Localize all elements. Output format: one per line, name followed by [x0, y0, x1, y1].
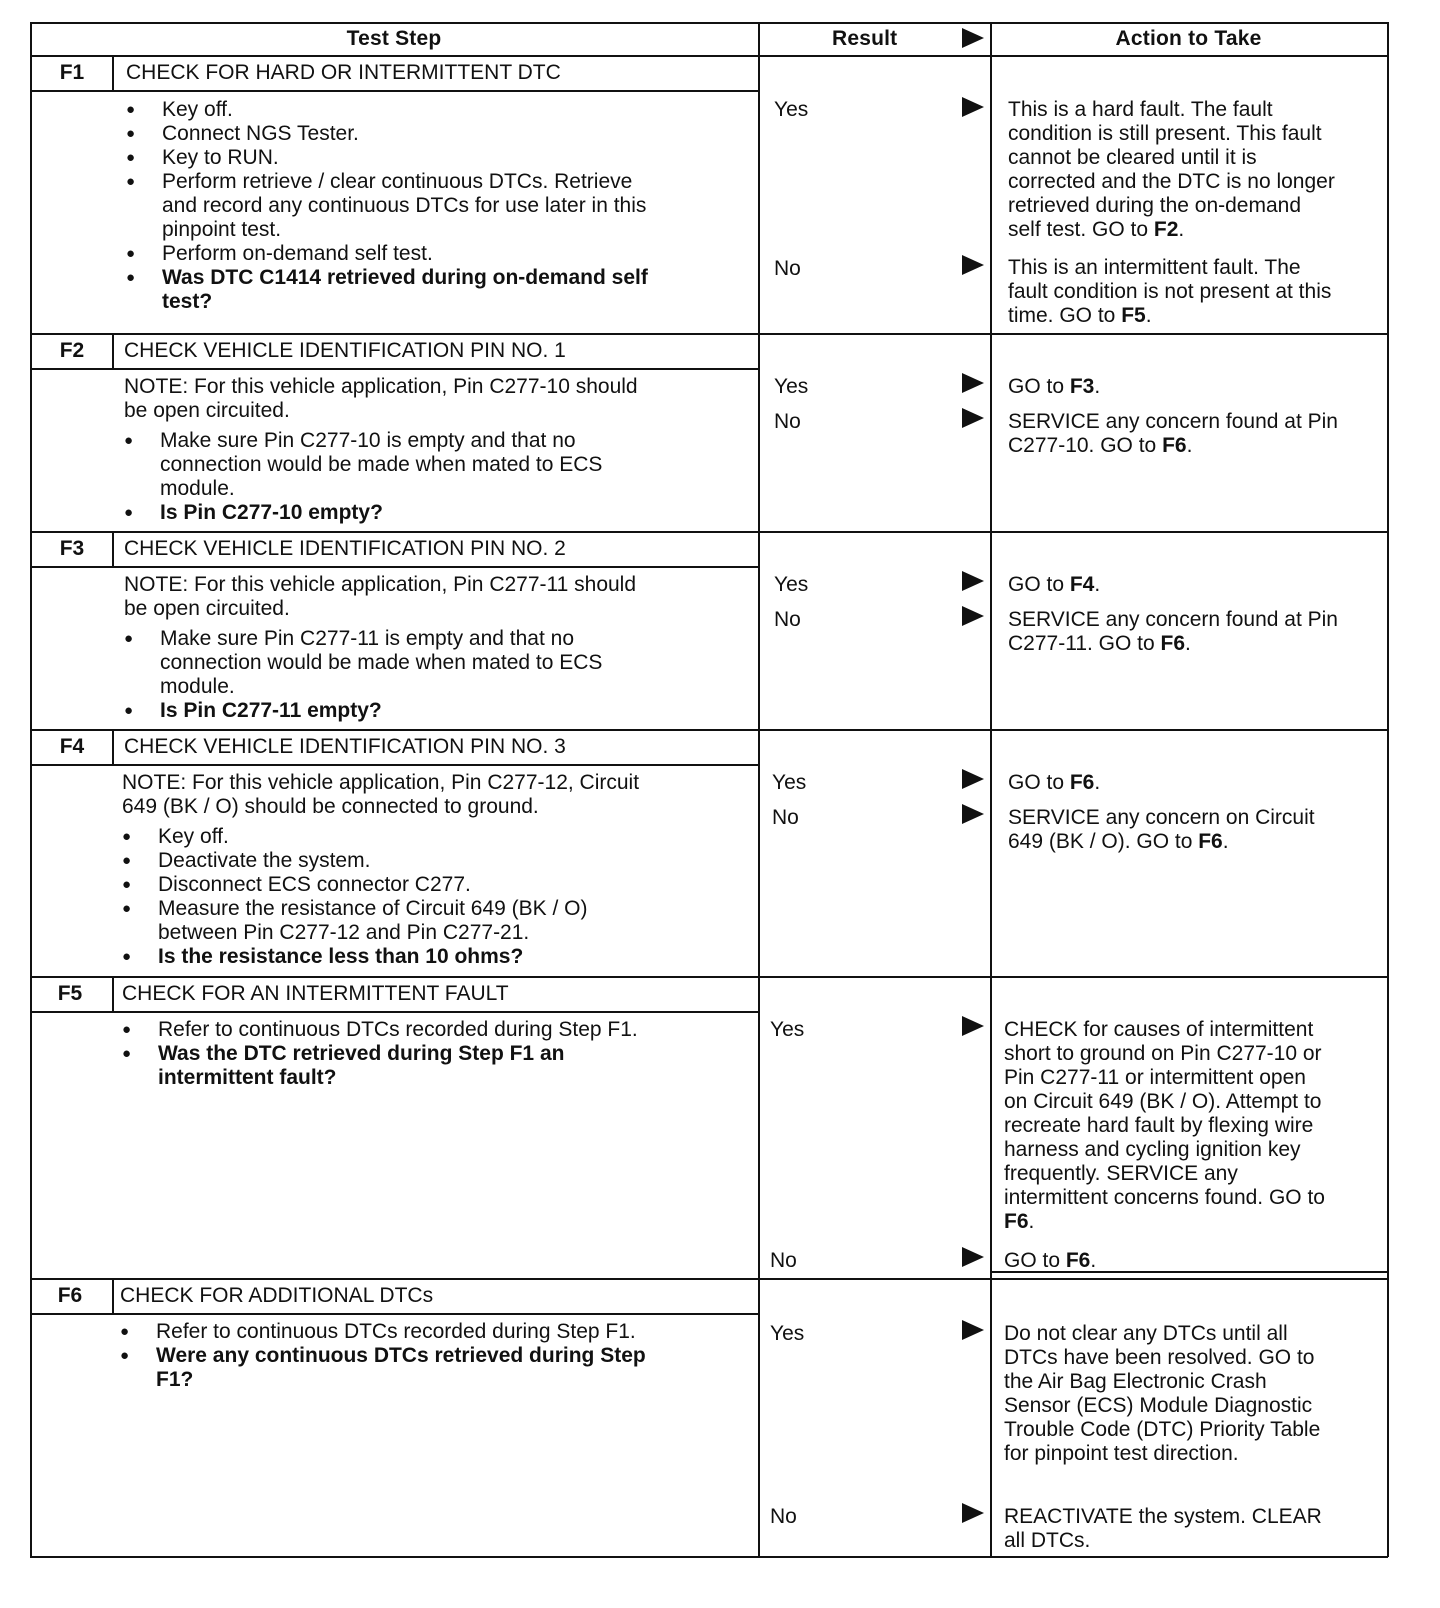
action-line: Do not clear any DTCs until all: [1004, 1322, 1288, 1345]
header-test-step: Test Step: [346, 27, 442, 50]
action-line-text: 649 (BK / O). GO to: [1008, 830, 1199, 853]
bullet-item: ● Key off.: [120, 825, 588, 849]
f5-action-underline: [990, 1271, 1387, 1273]
bullet-continuation: [120, 921, 588, 945]
row-separator-f4: [30, 729, 1388, 731]
bullet-continuation: [124, 194, 648, 218]
step-title: CHECK VEHICLE IDENTIFICATION PIN NO. 3: [124, 735, 566, 758]
result-arrow-icon: [962, 255, 984, 275]
action-no: [1004, 1505, 1322, 1553]
bullet-continuation: [122, 453, 602, 477]
row-separator-f3: [30, 531, 1388, 533]
result-no: No: [772, 806, 799, 829]
result-no: No: [770, 1505, 797, 1528]
action-line: 649 (BK / O). GO to F6.: [1008, 830, 1229, 853]
bullet-item: ● Key off.: [124, 98, 648, 122]
bullet-item: ● Connect NGS Tester.: [124, 122, 648, 146]
bullet-question: ● Was DTC C1414 retrieved during on-demand self: [124, 266, 648, 290]
action-line: corrected and the DTC is no longer: [1008, 170, 1335, 193]
action-yes: [1004, 1018, 1325, 1234]
action-line: retrieved during the on-demand: [1008, 194, 1302, 217]
action-line: This is a hard fault. The fault: [1008, 98, 1273, 121]
id-divider-f5: [112, 976, 114, 1011]
bullet-continuation: [122, 651, 602, 675]
step-bullets: [122, 627, 602, 723]
result-no: No: [774, 410, 801, 433]
action-line: SERVICE any concern found at Pin: [1008, 608, 1338, 631]
action-line-text: C277-10. GO to: [1008, 434, 1163, 457]
action-line: self test. GO to F2.: [1008, 218, 1185, 241]
bullet-item: ● Key to RUN.: [124, 146, 648, 170]
result-arrow-icon: [962, 1320, 984, 1340]
action-line: on Circuit 649 (BK / O). Attempt to: [1004, 1090, 1322, 1113]
bullet-continuation-text: module.: [160, 477, 235, 500]
title-underline-f5: [30, 1011, 758, 1013]
action-line: C277-11. GO to F6.: [1008, 632, 1191, 655]
bullet-question: ● Is the resistance less than 10 ohms?: [120, 945, 588, 969]
result-arrow-icon: [962, 97, 984, 117]
table-bottom-border: [30, 1556, 1388, 1558]
bullet-continuation-text: between Pin C277-12 and Pin C277-21.: [158, 921, 530, 944]
note-line: 649 (BK / O) should be connected to ground.: [122, 795, 539, 818]
step-title: CHECK VEHICLE IDENTIFICATION PIN NO. 1: [124, 339, 566, 362]
goto-step-link: F6: [1065, 1249, 1091, 1272]
title-underline-f3: [30, 566, 758, 568]
goto-step-link: F4: [1069, 573, 1095, 596]
id-divider-f6: [112, 1278, 114, 1313]
action-yes: [1008, 98, 1335, 242]
action-line: C277-10. GO to F6.: [1008, 434, 1193, 457]
action-line: Pin C277-11 or intermittent open: [1004, 1066, 1306, 1089]
bullet-question: ● Is Pin C277-11 empty?: [122, 699, 602, 723]
action-line: time. GO to F5.: [1008, 304, 1152, 327]
action-no: [1008, 608, 1338, 656]
action-line: F6.: [1004, 1210, 1035, 1233]
title-underline-f1: [30, 90, 758, 92]
row-separator-f2: [30, 333, 1388, 335]
step-id: F2: [59, 339, 85, 362]
header-action: Action to Take: [1115, 27, 1262, 50]
result-yes: Yes: [774, 375, 809, 398]
column-divider-result: [758, 22, 760, 1557]
action-line: all DTCs.: [1004, 1529, 1091, 1552]
action-line: DTCs have been resolved. GO to: [1004, 1346, 1315, 1369]
step-bullets: [120, 1018, 638, 1090]
bullet-item: ● Deactivate the system.: [120, 849, 588, 873]
step-id: F4: [59, 735, 85, 758]
result-no: No: [774, 608, 801, 631]
title-underline-f4: [30, 764, 758, 766]
action-line-text: C277-11. GO to: [1008, 632, 1161, 655]
action-no: [1008, 256, 1331, 328]
action-line: short to ground on Pin C277-10 or: [1004, 1042, 1322, 1065]
bullet-continuation-text: connection would be made when mated to ECS: [160, 651, 603, 674]
id-divider-f4: [112, 729, 114, 764]
result-arrow-icon: [962, 373, 984, 393]
bullet-continuation: [124, 218, 648, 242]
step-note: [122, 771, 639, 819]
step-title: CHECK FOR AN INTERMITTENT FAULT: [122, 982, 509, 1005]
action-no: [1008, 410, 1338, 458]
header-arrow-icon: [962, 28, 984, 48]
bullet-continuation-text: module.: [160, 675, 235, 698]
action-line: Sensor (ECS) Module Diagnostic: [1004, 1394, 1313, 1417]
result-arrow-icon: [962, 1503, 984, 1523]
result-arrow-icon: [962, 1016, 984, 1036]
action-yes: GO to F4.: [1008, 573, 1101, 596]
bullet-item: ● Perform on-demand self test.: [124, 242, 648, 266]
header-bottom-border: [30, 55, 1388, 57]
row-separator-f6: [30, 1278, 1388, 1280]
action-line: cannot be cleared until it is: [1008, 146, 1257, 169]
action-line-text: GO to: [1004, 1249, 1066, 1272]
action-line-text: GO to: [1008, 375, 1070, 398]
goto-step-link: F3: [1069, 375, 1095, 398]
bullet-item: ● Disconnect ECS connector C277.: [120, 873, 588, 897]
id-divider-f2: [112, 333, 114, 368]
bullet-continuation-text: connection would be made when mated to ECS: [160, 453, 603, 476]
bullet-item: ● Perform retrieve / clear continuous DTCs. Retrieve: [124, 170, 648, 194]
action-line: Trouble Code (DTC) Priority Table: [1004, 1418, 1321, 1441]
action-line-text: self test. GO to: [1008, 218, 1154, 241]
action-line: for pinpoint test direction.: [1004, 1442, 1239, 1465]
bullet-question: ● Was the DTC retrieved during Step F1 an: [120, 1042, 638, 1066]
bullet-item: ● Measure the resistance of Circuit 649 (BK / O): [120, 897, 588, 921]
table-top-border: [30, 22, 1388, 24]
action-line: fault condition is not present at this: [1008, 280, 1332, 303]
step-id: F6: [57, 1284, 83, 1307]
title-underline-f2: [30, 368, 758, 370]
result-no: No: [774, 257, 801, 280]
action-line: SERVICE any concern on Circuit: [1008, 806, 1315, 829]
action-line: This is an intermittent fault. The: [1008, 256, 1301, 279]
bullet-item: ● Make sure Pin C277-10 is empty and that no: [122, 429, 602, 453]
title-underline-f6: [30, 1313, 758, 1315]
result-yes: Yes: [774, 573, 809, 596]
bullet-question-continuation: F1?: [156, 1368, 194, 1391]
id-divider-f1: [112, 55, 114, 90]
result-arrow-icon: [962, 408, 984, 428]
note-line: NOTE: For this vehicle application, Pin C277-10 should: [124, 375, 638, 398]
note-line: be open circuited.: [124, 597, 290, 620]
action-no: GO to F6.: [1004, 1249, 1097, 1272]
goto-step-link: F6: [1004, 1210, 1029, 1233]
goto-step-link: F2: [1153, 218, 1179, 241]
action-line-text: time. GO to: [1008, 304, 1122, 327]
action-line: intermittent concerns found. GO to: [1004, 1186, 1325, 1209]
goto-step-link: F6: [1069, 771, 1095, 794]
step-note: [124, 375, 638, 423]
result-yes: Yes: [770, 1322, 805, 1345]
action-line: SERVICE any concern found at Pin: [1008, 410, 1338, 433]
action-no: [1008, 806, 1315, 854]
step-id: F3: [59, 537, 85, 560]
result-arrow-icon: [962, 804, 984, 824]
result-arrow-icon: [962, 1247, 984, 1267]
id-divider-f3: [112, 531, 114, 566]
step-id: F1: [59, 61, 85, 84]
bullet-continuation: [122, 675, 602, 699]
column-divider-action: [990, 22, 992, 1557]
action-line-text: GO to: [1008, 573, 1070, 596]
bullet-question-continuation: test?: [162, 290, 213, 313]
action-line: frequently. SERVICE any: [1004, 1162, 1238, 1185]
table-left-border: [30, 22, 32, 1557]
step-note: [124, 573, 636, 621]
bullet-question: ● Is Pin C277-10 empty?: [122, 501, 602, 525]
result-arrow-icon: [962, 571, 984, 591]
action-yes: [1004, 1322, 1320, 1466]
bullet-question-continuation: intermittent fault?: [158, 1066, 337, 1089]
step-title: CHECK VEHICLE IDENTIFICATION PIN NO. 2: [124, 537, 566, 560]
bullet-continuation-text: pinpoint test.: [162, 218, 282, 241]
result-yes: Yes: [774, 98, 809, 121]
result-arrow-icon: [962, 606, 984, 626]
step-id: F5: [57, 982, 83, 1005]
row-separator-f5: [30, 976, 1388, 978]
step-bullets: [120, 825, 588, 969]
result-yes: Yes: [772, 771, 807, 794]
header-result: Result: [832, 27, 898, 50]
action-line: recreate hard fault by flexing wire: [1004, 1114, 1314, 1137]
bullet-item: ● Refer to continuous DTCs recorded during Step F1.: [118, 1320, 646, 1344]
step-bullets: [118, 1320, 646, 1392]
bullet-item: ● Refer to continuous DTCs recorded during Step F1.: [120, 1018, 638, 1042]
bullet-continuation-text: and record any continuous DTCs for use later in this: [162, 194, 647, 217]
result-yes: Yes: [770, 1018, 805, 1041]
bullet-item: ● Make sure Pin C277-11 is empty and that no: [122, 627, 602, 651]
action-line: condition is still present. This fault: [1008, 122, 1322, 145]
action-yes: GO to F3.: [1008, 375, 1101, 398]
action-line: REACTIVATE the system. CLEAR: [1004, 1505, 1322, 1528]
note-line: be open circuited.: [124, 399, 290, 422]
action-line: CHECK for causes of intermittent: [1004, 1018, 1314, 1041]
goto-step-link: F6: [1162, 434, 1187, 457]
step-bullets: [124, 98, 648, 314]
action-yes: GO to F6.: [1008, 771, 1101, 794]
result-arrow-icon: [962, 769, 984, 789]
step-title: CHECK FOR HARD OR INTERMITTENT DTC: [126, 61, 561, 84]
goto-step-link: F6: [1198, 830, 1223, 853]
bullet-continuation: [122, 477, 602, 501]
goto-step-link: F5: [1121, 304, 1146, 327]
step-title: CHECK FOR ADDITIONAL DTCs: [120, 1284, 434, 1307]
action-line: the Air Bag Electronic Crash: [1004, 1370, 1267, 1393]
step-bullets: [122, 429, 602, 525]
bullet-question: ● Were any continuous DTCs retrieved during Step: [118, 1344, 646, 1368]
note-line: NOTE: For this vehicle application, Pin C277-11 should: [124, 573, 637, 596]
note-line: NOTE: For this vehicle application, Pin C277-12, Circuit: [122, 771, 640, 794]
table-right-border: [1387, 22, 1389, 1557]
action-line-text: GO to: [1008, 771, 1070, 794]
action-line: harness and cycling ignition key: [1004, 1138, 1301, 1161]
goto-step-link: F6: [1160, 632, 1186, 655]
result-no: No: [770, 1249, 797, 1272]
